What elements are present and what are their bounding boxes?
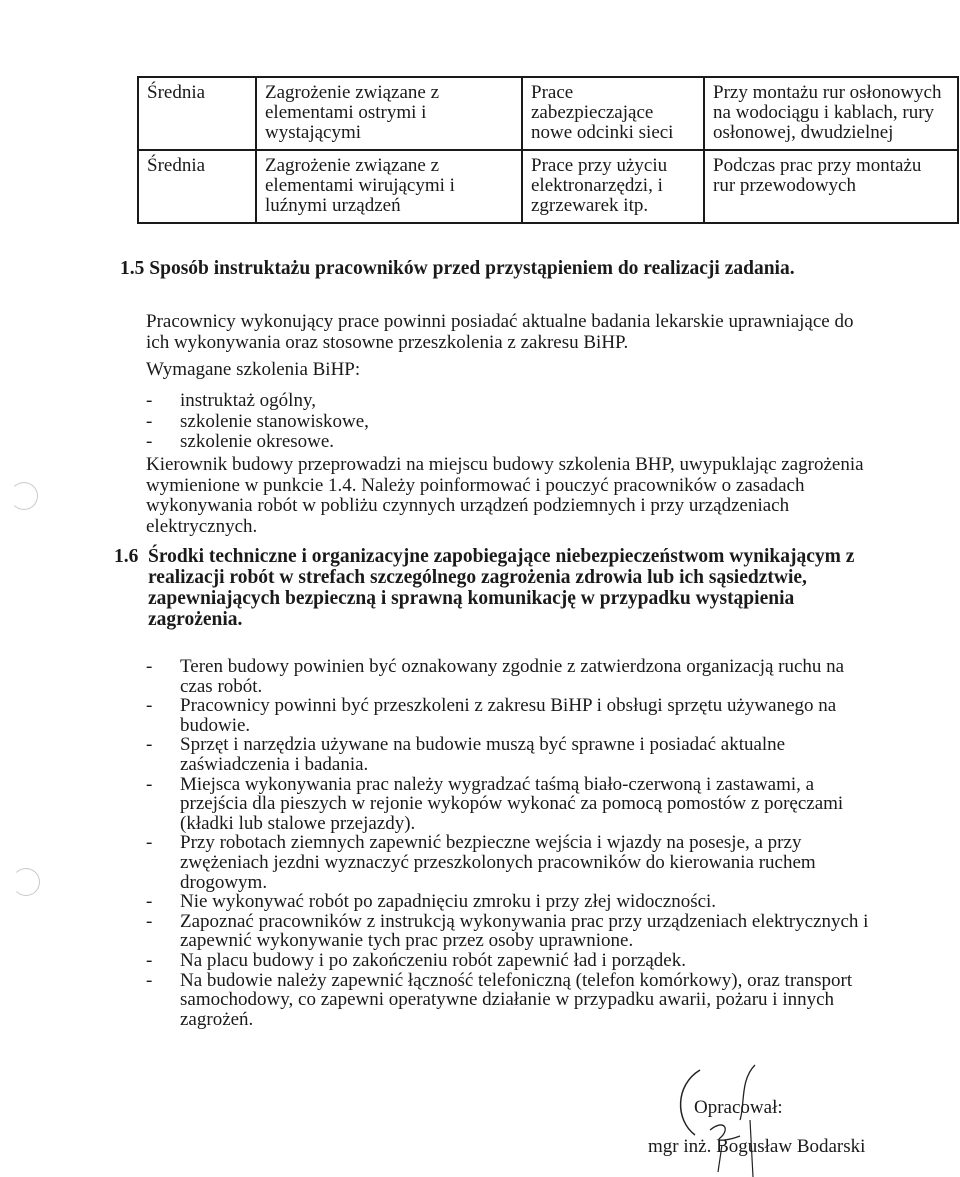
hazard-cell: Zagrożenie związane z elementami wirującymi i luźnymi urządzeń — [256, 150, 522, 223]
work-type-cell: Prace przy użyciu elektronarzędzi, i zgrzewarek itp. — [522, 150, 704, 223]
prepared-by-label: Opracował: — [694, 1097, 783, 1118]
hazard-cell: Zagrożenie związane z elementami ostrymi i wystającymi — [256, 77, 522, 150]
occurrence-cell: Podczas prac przy montażu rur przewodowych — [704, 150, 958, 223]
section-1-5-paragraph-2: Wymagane szkolenia BiHP: — [146, 359, 361, 380]
risk-level-cell: Średnia — [138, 77, 256, 150]
occurrence-cell: Przy montażu rur osłonowych na wodociągu i kablach, rury osłonowej, dwudzielnej — [704, 77, 958, 150]
list-item: - Teren budowy powinien być oznakowany zgodnie z zatwierdzona organizacją ruchu na czas robót. — [146, 656, 845, 697]
punch-hole-mark — [12, 868, 40, 896]
list-item: - szkolenie okresowe. — [146, 431, 335, 452]
training-list — [146, 391, 369, 453]
measures-list — [146, 657, 936, 1029]
list-item: - szkolenie stanowiskowe, — [146, 410, 369, 432]
list-item: - Nie wykonywać robót po zapadnięciu zmroku i przy złej widoczności. — [146, 891, 717, 913]
section-1-5-heading: 1.5 Sposób instruktażu pracowników przed przystąpieniem do realizacji zadania. — [120, 258, 795, 279]
list-item: - Sprzęt i narzędzia używane na budowie muszą być sprawne i posiadać aktualne zaświadczenia i badania. — [146, 734, 786, 775]
risk-level-cell: Średnia — [138, 150, 256, 223]
list-item: - Przy robotach ziemnych zapewnić bezpieczne wejścia i wjazdy na posesje, a przy zwężeniach jezdni wyznaczyć przeszkolonych pracowników do kierowania ruchem drogowym. — [146, 832, 816, 893]
list-item: - Na placu budowy i po zakończeniu robót zapewnić ład i porządek. — [146, 949, 686, 971]
list-item: - Pracownicy powinni być przeszkoleni z zakresu BiHP i obsługi sprzętu używanego na budowie. — [146, 695, 837, 736]
section-title: Środki techniczne i organizacyjne zapobiegające niebezpieczeństwom wynikającym z realizacji robót w strefach szczególnego zagrożenia zdrowia lub ich sąsiedztwie, zapewniających bezpieczną i sprawną komunikację w przypadku wystąpienia zagrożenia. — [148, 546, 855, 630]
table-row — [138, 150, 958, 223]
section-1-5-paragraph-3: Kierownik budowy przeprowadzi na miejscu budowy szkolenia BHP, uwypuklając zagrożenia wymienione w punkcie 1.4. Należy poinformować i pouczyć pracowników o zasadach wykonywania robót w pobliżu czynnych urządzeń podziemnych i przy urządzeniach elektrycznych. — [146, 454, 864, 537]
section-1-6-heading — [114, 546, 914, 630]
section-number: 1.6 — [114, 546, 139, 567]
punch-hole-mark — [10, 482, 38, 510]
section-1-5-paragraph-1: Pracownicy wykonujący prace powinni posiadać aktualne badania lekarskie uprawniające do ich wykonywania oraz stosowne przeszkolenia z zakresu BiHP. — [146, 311, 854, 353]
list-item: - Zapoznać pracowników z instrukcją wykonywania prac przy urządzeniach elektrycznych i zapewnić wykonywanie tych prac przez osoby uprawnione. — [146, 910, 869, 952]
list-item: - Na budowie należy zapewnić łączność telefoniczną (telefon komórkowy), oraz transport samochodowy, co zapewni operatywne działanie w przypadku awarii, pożaru i innych zagrożeń. — [146, 969, 853, 1030]
table-row — [138, 77, 958, 150]
work-type-cell: Prace zabezpieczające nowe odcinki sieci — [522, 77, 704, 150]
list-item: - Miejsca wykonywania prac należy wygradzać taśmą biało-czerwoną i zastawami, a przejścia dla pieszych w rejonie wykopów wykonać za pomocą pomostów z poręczami (kładki lub stalowe przejazdy). — [146, 773, 844, 834]
risk-table — [137, 76, 959, 224]
list-item: - instruktaż ogólny, — [146, 390, 316, 411]
author-name: mgr inż. Bogusław Bodarski — [648, 1136, 866, 1157]
